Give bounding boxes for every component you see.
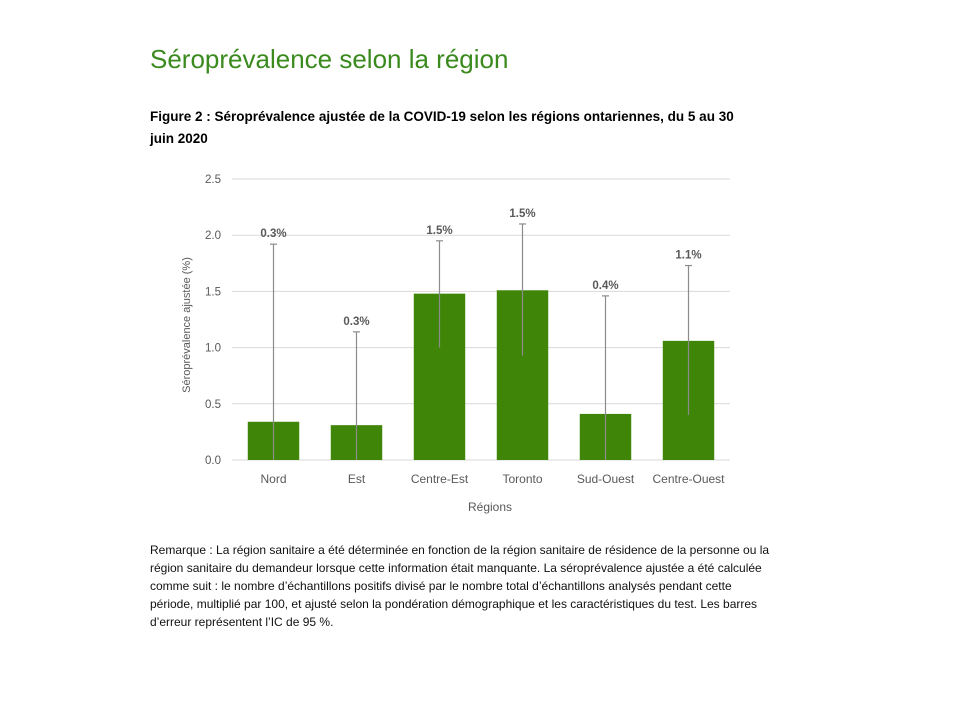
x-tick-labels: [260, 472, 725, 486]
y-tick-label: 0.0: [205, 455, 221, 467]
data-label: 1.5%: [426, 224, 453, 237]
x-tick-label: Sud-Ouest: [576, 472, 635, 486]
y-tick-labels: [205, 174, 221, 467]
x-tick-label: Toronto: [502, 472, 543, 486]
y-axis-label: Séroprévalence ajustée (%): [181, 257, 193, 393]
x-tick-label: Centre-Ouest: [652, 472, 725, 486]
bars: [248, 290, 714, 460]
y-tick-label: 1.5: [205, 286, 221, 299]
data-label: 1.1%: [675, 249, 702, 262]
data-label: 0.3%: [343, 315, 370, 328]
x-tick-label: Est: [347, 472, 366, 486]
slide-title: Séroprévalence selon la région: [150, 44, 509, 74]
y-gridlines: [232, 179, 730, 460]
chart-note: Remarque : La région sanitaire a été déterminée en fonction de la région sanitaire de résidence de la personne ou la région sanitaire du demandeur lorsque cette information était manquante. La séroprévalence ajustée a été calculée comme suit : le nombre d’échantillons positifs divisé par le nombre total d’échantillons analysés pendant cette période, multiplié par 100, et ajusté selon la pondération démographique et les caractéristiques du test. Les barres d’erreur représentent l’IC de 95 %.: [150, 543, 770, 629]
y-tick-label: 2.5: [205, 174, 221, 186]
figure-caption: Figure 2 : Séroprévalence ajustée de la COVID-19 selon les régions ontariennes, du 5 au 30 juin 2020: [150, 109, 734, 146]
x-tick-label: Centre-Est: [410, 472, 469, 486]
y-tick-label: 0.5: [205, 398, 221, 411]
data-labels: [260, 208, 701, 328]
x-axis-label: Régions: [467, 500, 513, 514]
y-tick-label: 1.0: [205, 342, 221, 355]
y-tick-label: 2.0: [205, 230, 221, 243]
x-tick-label: Nord: [260, 472, 287, 486]
data-label: 0.3%: [260, 228, 287, 241]
data-label: 0.4%: [592, 279, 619, 292]
data-label: 1.5%: [509, 207, 536, 220]
